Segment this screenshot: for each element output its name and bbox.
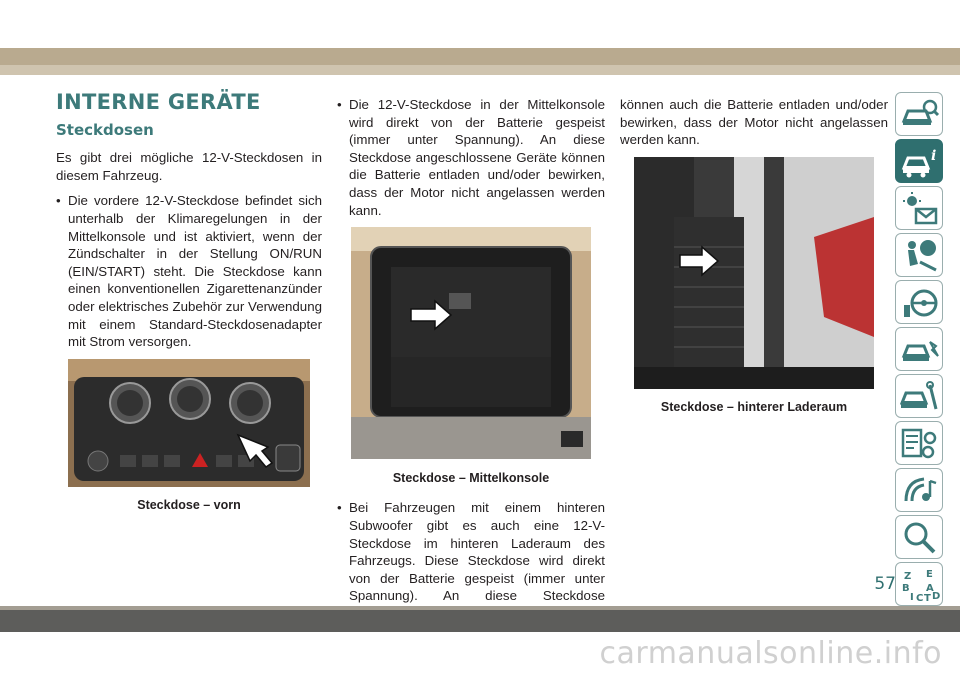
chapter-tabs	[895, 92, 945, 609]
tab-car-crash[interactable]	[895, 327, 943, 371]
caption-rear-outlet: Steckdose – hinterer Laderaum	[660, 400, 848, 415]
bullet-center-outlet	[337, 96, 605, 219]
car-info-icon	[900, 144, 940, 180]
warning-lights-icon	[900, 191, 940, 227]
svg-text:T: T	[924, 593, 931, 603]
header-band-light	[0, 65, 960, 75]
column-left	[56, 90, 322, 515]
steering-wheel-icon	[900, 285, 940, 321]
tab-warning-lights[interactable]	[895, 186, 943, 230]
airbag-seat-icon	[900, 238, 940, 274]
index-icon	[900, 567, 940, 603]
tab-car-service[interactable]	[895, 374, 943, 418]
svg-text:I: I	[910, 592, 914, 603]
svg-text:i: i	[931, 148, 937, 164]
section-heading: INTERNE GERÄTE	[56, 90, 261, 114]
rear-outlet-photo	[634, 157, 874, 389]
subsection-heading: Steckdosen	[56, 120, 154, 139]
svg-text:D: D	[932, 591, 940, 602]
search-icon	[900, 520, 940, 556]
figure-rear-outlet	[634, 157, 874, 417]
front-outlet-photo	[68, 359, 310, 487]
page-number: 57	[874, 574, 896, 594]
bullet-text: Die vordere 12-V-Steckdose befindet sich unterhalb der Klimaregelungen in der Mittelkonsole und ist aktiviert, wenn der Zündschalter in der Stellung ON/RUN (EIN/START) steht. Die Steckdose kann einen konventionellen Zigarettenanzünder oder elektrisches Zubehör zur Verwendung mit einem Standard-Steckdosenadapter mit Strom versorgen.	[68, 193, 322, 350]
footer-band	[0, 610, 960, 632]
bullet-dot: •	[337, 97, 342, 112]
specifications-icon	[900, 426, 940, 462]
tab-steering-wheel[interactable]	[895, 280, 943, 324]
svg-text:C: C	[916, 593, 924, 603]
svg-text:A: A	[926, 583, 934, 594]
tab-specifications[interactable]	[895, 421, 943, 465]
center-outlet-photo	[351, 227, 591, 459]
bullet-dot: •	[56, 193, 61, 209]
caption-center-outlet: Steckdose – Mittelkonsole	[392, 470, 550, 485]
figure-center-outlet	[351, 227, 591, 487]
column-middle	[337, 96, 605, 631]
tab-multimedia[interactable]	[895, 468, 943, 512]
bullet-front-outlet	[56, 192, 322, 350]
continuation-paragraph: können auch die Batterie entladen und/oder bewirken, dass der Motor nicht angelassen werden kann.	[620, 97, 888, 148]
tab-car-info[interactable]	[895, 139, 943, 183]
car-search-icon	[900, 97, 940, 133]
svg-text:E: E	[926, 569, 933, 580]
intro-paragraph: Es gibt drei mögliche 12-V-Steckdosen in diesem Fahrzeug.	[56, 150, 322, 183]
multimedia-icon	[900, 473, 940, 509]
car-crash-icon	[900, 332, 940, 368]
bullet-rear-outlet	[337, 499, 605, 622]
watermark-text: carmanualsonline.info	[599, 636, 942, 671]
tab-search[interactable]	[895, 515, 943, 559]
svg-text:Z: Z	[904, 571, 912, 582]
tab-car-search[interactable]	[895, 92, 943, 136]
figure-front-outlet	[68, 359, 310, 515]
bullet-text: Bei Fahrzeugen mit einem hinteren Subwoofer gibt es auch eine 12-V-Steckdose im hinteren Laderaum des Fahrzeugs. Diese Steckdose wird direkt von der Batterie gespeist (immer unter Spannung). An diese Steckdose	[349, 500, 605, 604]
watermark-area	[0, 632, 960, 678]
bullet-dot: •	[337, 500, 342, 516]
tab-airbag-seat[interactable]	[895, 233, 943, 277]
car-service-icon	[900, 379, 940, 415]
column-right	[620, 96, 888, 417]
tab-index[interactable]	[895, 562, 943, 606]
svg-text:B: B	[902, 583, 910, 594]
bullet-text: Die 12-V-Steckdose in der Mittelkonsole wird direkt von der Batterie gespeist (immer unter Spannung). An diese Steckdose angeschlossene Geräte können die Batterie entladen und/oder bewirken, dass der Motor nicht angelassen werden kann.	[349, 97, 605, 218]
top-margin	[0, 0, 960, 48]
caption-front-outlet: Steckdose – vorn	[137, 498, 241, 513]
header-band	[0, 48, 960, 65]
